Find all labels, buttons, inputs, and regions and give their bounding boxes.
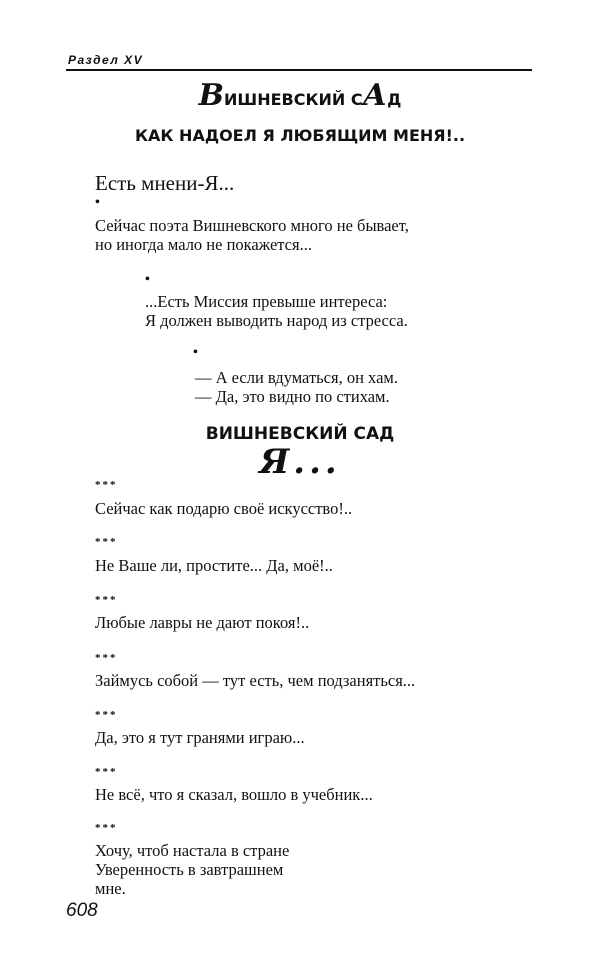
lead-heading: Есть мнени-Я...	[95, 171, 235, 195]
title-part: ИШНЕВСКИЙ С	[224, 90, 363, 109]
stars-separator: ***	[95, 652, 118, 664]
stars-separator: ***	[95, 766, 118, 778]
verse	[95, 728, 305, 747]
verse-line: Займусь собой — тут есть, чем подзаняться...	[95, 671, 416, 690]
bullet: •	[145, 272, 150, 287]
section-subtitle: Я...	[259, 442, 341, 482]
section-title: ВИШНЕВСКИЙ САД	[205, 424, 395, 444]
verse-line: Хочу, чтоб настала в стране	[95, 841, 290, 860]
verse	[195, 368, 398, 406]
verse-line: Любые лавры не дают покоя!..	[95, 613, 310, 632]
verse	[95, 613, 309, 632]
title-vishnevsky-sad	[0, 78, 600, 113]
stars-separator: ***	[95, 536, 118, 548]
header-rule	[66, 69, 532, 71]
running-header: Раздел XV	[68, 53, 144, 67]
verse-line: Я должен выводить народ из стресса.	[145, 311, 408, 330]
stars-separator: ***	[95, 479, 118, 491]
stars-separator: ***	[95, 594, 118, 606]
verse-line: Не всё, что я сказал, вошло в учебник...	[95, 785, 373, 804]
page-number: 608	[66, 900, 98, 921]
verse-line: Да, это я тут гранями играю...	[95, 728, 305, 747]
bullet: •	[95, 195, 100, 210]
verse	[95, 785, 373, 804]
verse	[95, 841, 289, 898]
verse-line: — А если вдуматься, он хам.	[195, 368, 398, 387]
verse-line: Сейчас поэта Вишневского много не бывает,	[95, 216, 409, 235]
verse	[95, 216, 409, 254]
subtitle: КАК НАДОЕЛ Я ЛЮБЯЩИМ МЕНЯ!..	[134, 126, 466, 145]
bullet: •	[193, 345, 198, 360]
title-initial: В	[198, 78, 225, 113]
verse-line: Не Ваше ли, простите... Да, моё!..	[95, 556, 333, 575]
verse-line: мне.	[95, 879, 126, 898]
stars-separator: ***	[95, 709, 118, 721]
verse-line: Сейчас как подарю своё искусство!..	[95, 499, 353, 518]
verse-line: но иногда мало не покажется...	[95, 235, 312, 254]
verse	[95, 671, 415, 690]
verse-line: — Да, это видно по стихам.	[195, 387, 390, 406]
title-part: Д	[387, 90, 402, 109]
title-initial-2: А	[362, 78, 388, 113]
verse	[95, 499, 352, 518]
verse	[95, 556, 333, 575]
verse-line: Уверенность в завтрашнем	[95, 860, 284, 879]
verse-line: ...Есть Миссия превыше интереса:	[145, 292, 388, 311]
stars-separator: ***	[95, 822, 118, 834]
verse	[145, 292, 408, 330]
